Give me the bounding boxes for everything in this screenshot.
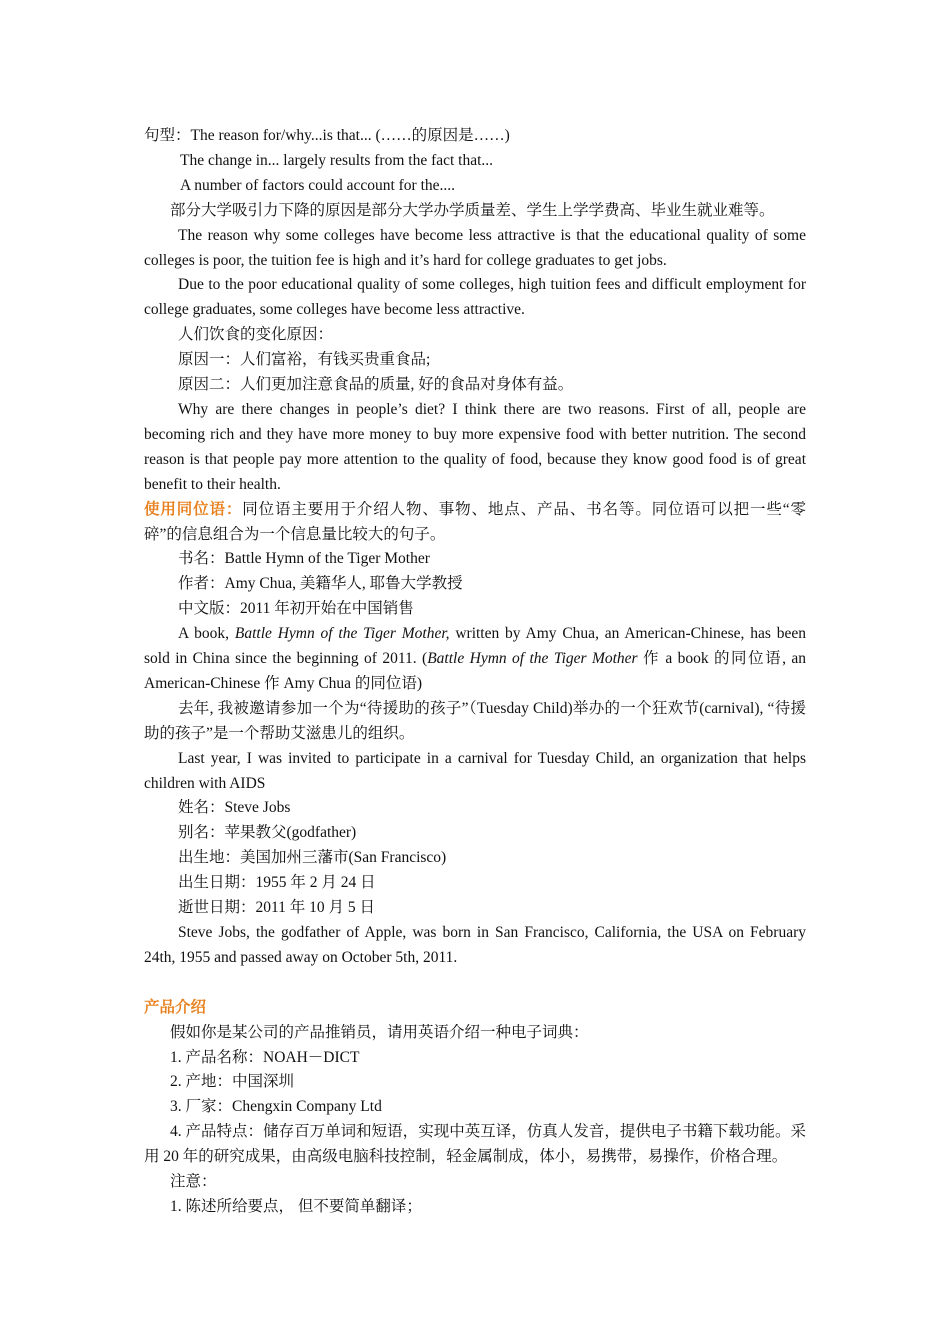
product-note-1: 1. 陈述所给要点， 但不要简单翻译； [170, 1197, 422, 1215]
product-item-3: 3. 厂家：Chengxin Company Ltd [170, 1098, 382, 1116]
diet-title: 人们饮食的变化原因： [178, 326, 334, 344]
book-author: 作者：Amy Chua, 美籍华人, 耶鲁大学教授 [178, 575, 463, 593]
pattern-line-1 [144, 124, 806, 149]
diet-en: Why are there changes in people’s diet? I think there are two reasons. First of all, people are becoming rich and they have more money to buy more expensive food with better nutrition. The second reason is that people pay more attention to the quality of food, because they know good food is of great benefit to their health. [144, 400, 806, 493]
product-note-label: 注意： [170, 1173, 217, 1191]
book-example-title: Battle Hymn of the Tiger Mother, [234, 625, 450, 643]
pattern-label: 句型： [144, 127, 191, 144]
pattern-line-3: A number of factors could account for the.... [180, 176, 456, 194]
diet-reason-1: 原因一：人们富裕，有钱买贵重食品; [178, 351, 431, 369]
book-name: 书名：Battle Hymn of the Tiger Mother [178, 550, 430, 568]
product-item-2: 2. 产地：中国深圳 [170, 1073, 295, 1091]
pattern-text-1: The reason for/why...is that... (……的原因是……) [190, 127, 510, 144]
book-example [144, 622, 806, 697]
book-cn-edition: 中文版：2011 年初开始在中国销售 [178, 600, 414, 618]
product-item-4: 4. 产品特点：储存百万单词和短语，实现中英互译，仿真人发音，提供电子书籍下载功能。采用 20 年的研究成果，由高级电脑科技控制，轻金属制成，体小，易携带，易操作，价格合理。 [144, 1123, 806, 1166]
jobs-birthplace: 出生地：美国加州三藩市(San Francisco) [178, 849, 447, 867]
diet-reason-2: 原因二：人们更加注意食品的质量, 好的食品对身体有益。 [178, 376, 574, 394]
book-example-part-b: written by Amy Chua, an American-Chinese, has been sold in China since the beginning of 2011. ( [144, 625, 806, 668]
spacer [144, 971, 806, 996]
book-example-part-a: A book, [178, 625, 235, 643]
college-en-1: The reason why some colleges have become less attractive is that the educational quality of some colleges is poor, the tuition fee is high and it’s hard for college graduates to get jobs. [144, 226, 806, 269]
book-example-part-c: 作 a book 的同位语, an American-Chinese 作 Amy Chua 的同位语) [144, 650, 807, 692]
pattern-line-2: The change in... largely results from the fact that... [180, 151, 494, 169]
document-page [144, 124, 806, 1220]
jobs-en: Steve Jobs, the godfather of Apple, was born in San Francisco, California, the USA on February 24th, 1955 and passed away on October 5th, 2011. [144, 924, 806, 966]
college-en-2: Due to the poor educational quality of some colleges, high tuition fees and difficult employment for college graduates, some colleges have become less attractive. [144, 276, 806, 319]
jobs-birthdate: 出生日期：1955 年 2 月 24 日 [178, 874, 376, 892]
appositive-heading: 使用同位语： [144, 500, 243, 518]
book-example-title-2: Battle Hymn of the Tiger Mother [427, 650, 638, 668]
product-intro: 假如你是某公司的产品推销员，请用英语介绍一种电子词典： [170, 1023, 589, 1041]
carnival-en: Last year, I was invited to participate in a carnival for Tuesday Child, an organization that helps children with AIDS [144, 749, 806, 792]
product-heading: 产品介绍 [144, 998, 207, 1016]
product-item-1: 1. 产品名称：NOAH－DICT [170, 1048, 360, 1066]
jobs-name: 姓名：Steve Jobs [178, 799, 291, 817]
jobs-deathdate: 逝世日期：2011 年 10 月 5 日 [178, 899, 376, 917]
carnival-cn: 去年, 我被邀请参加一个为“待援助的孩子”（Tuesday Child)举办的一个狂欢节(carnival), “待援助的孩子”是一个帮助艾滋患儿的组织。 [144, 699, 806, 742]
appositive-intro: 同位语主要用于介绍人物、事物、地点、产品、书名等。同位语可以把一些“零碎”的信息组合为一个信息量比较大的句子。 [144, 500, 806, 543]
jobs-alias: 别名：苹果教父(godfather) [178, 824, 357, 842]
college-cn: 部分大学吸引力下降的原因是部分大学办学质量差、学生上学学费高、毕业生就业难等。 [170, 201, 775, 219]
appositive-intro-paragraph [144, 498, 806, 548]
